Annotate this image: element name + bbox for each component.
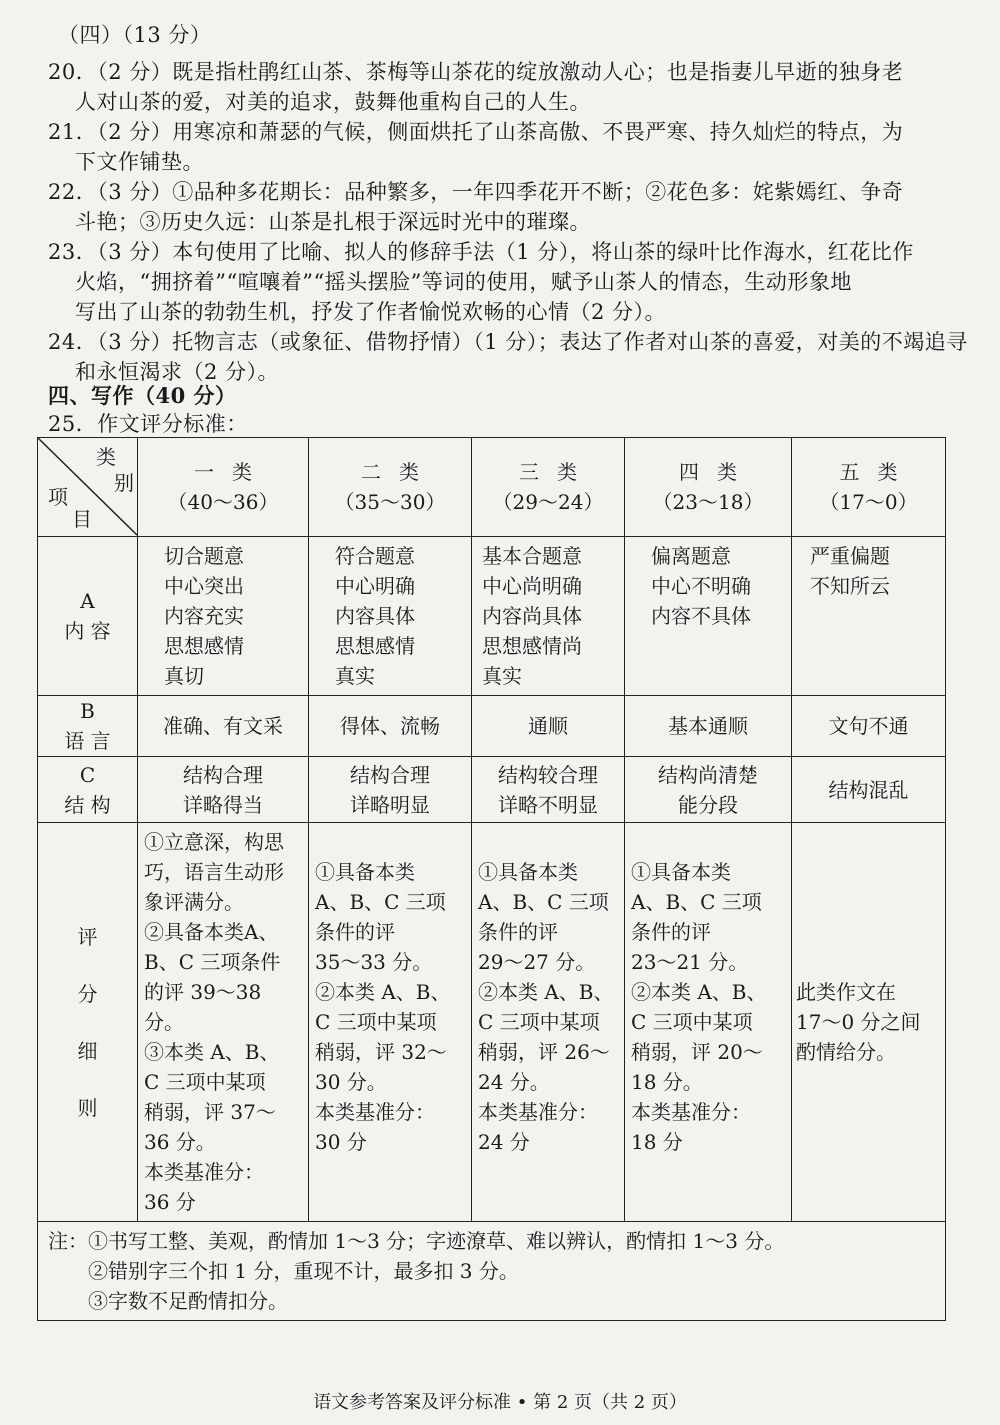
cell-line: B、C 三项条件 (144, 950, 281, 974)
cell-line: 符合题意 (335, 544, 415, 568)
writing-heading: 四、写作（40 分） (48, 383, 237, 408)
details-cell (792, 823, 946, 1222)
details-cell (625, 823, 792, 1222)
answer-20-line-1: 20．（2 分）既是指杜鹃红山茶、茶梅等山茶花的绽放激动人心；也是指妻儿早逝的独身老 (48, 60, 904, 84)
details-label-char: 分 (77, 981, 98, 1006)
cell-line: 稍弱，评 37～ (144, 1100, 276, 1124)
answer-24-line-2: 和永恒渴求（2 分）。 (75, 360, 280, 384)
cell-line: C 三项中某项 (478, 1010, 600, 1034)
language-cell: 得体、流畅 (309, 696, 472, 757)
cell-line: 切合题意 (164, 544, 244, 568)
cell-line: 本类基准分： (315, 1100, 435, 1124)
category-range: （17～0） (819, 490, 918, 514)
cell-line: 30 分。 (315, 1070, 387, 1094)
cell-line: 内容不具体 (651, 604, 751, 628)
cell-line: ①立意深，构思 (144, 830, 284, 854)
row-title: 内 容 (64, 619, 111, 643)
cell-line: 结构混乱 (828, 777, 909, 802)
cell-line: 中心明确 (335, 574, 415, 598)
cell-line: 本类基准分： (478, 1100, 598, 1124)
content-row (38, 537, 946, 696)
content-cell (792, 537, 946, 696)
cell-line: A、B、C 三项 (631, 890, 762, 914)
language-row (38, 696, 946, 757)
answer-21-line-2: 下文作铺垫。 (75, 150, 204, 174)
details-row-label (38, 823, 138, 1222)
cell-line: A、B、C 三项 (315, 890, 446, 914)
cell-line: ②具备本类A、 (144, 920, 279, 944)
content-cell (625, 537, 792, 696)
cell-line: 17～0 分之间 (796, 1010, 921, 1034)
cell-line: 稍弱，评 32～ (315, 1040, 447, 1064)
language-cell: 文句不通 (792, 696, 946, 757)
cell-line: 条件的评 (631, 920, 711, 944)
category-name: 五类 (839, 460, 916, 484)
cell-line: A、B、C 三项 (478, 890, 609, 914)
category-name: 二类 (361, 460, 437, 484)
cell-line: C 三项中某项 (631, 1010, 753, 1034)
answer-23-line-1: 23．（3 分）本句使用了比喻、拟人的修辞手法（1 分），将山茶的绿叶比作海水，红花比作 (48, 240, 914, 264)
cell-line: 结构合理 (183, 762, 263, 787)
cell-line: 36 分。 (144, 1130, 216, 1154)
cell-line: 36 分 (144, 1190, 196, 1214)
cell-line: 条件的评 (315, 920, 395, 944)
cell-line: 中心突出 (164, 574, 244, 598)
cell-line: ②本类 A、B、 (631, 980, 767, 1004)
cell-line: 18 分 (631, 1130, 683, 1154)
corner-item-1: 项 (48, 485, 68, 509)
cell-line: 30 分 (315, 1130, 367, 1154)
category-header (625, 438, 792, 537)
content-cell (309, 537, 472, 696)
details-cell (138, 823, 309, 1222)
category-range: （29～24） (492, 490, 604, 514)
cell-line: 29～27 分。 (478, 950, 596, 974)
scoring-table (37, 437, 946, 1321)
note-1: 注：①书写工整、美观，酌情加 1～3 分；字迹潦草、难以辨认，酌情扣 1～3 分。 (48, 1229, 785, 1253)
content-cell (138, 537, 309, 696)
cell-line: ①具备本类 (315, 860, 415, 884)
cell-line: 35～33 分。 (315, 950, 433, 974)
cell-line: 真切 (164, 664, 204, 688)
category-name: 四类 (679, 460, 755, 484)
cell-line: 思想感情尚 (482, 634, 582, 658)
cell-line: C 三项中某项 (315, 1010, 437, 1034)
category-header (792, 438, 946, 537)
language-row-label (38, 696, 138, 757)
details-row (38, 823, 946, 1222)
row-letter: B (80, 699, 95, 723)
note-3: ③字数不足酌情扣分。 (88, 1289, 288, 1313)
cell-line: 酌情给分。 (796, 1040, 896, 1064)
cell-line: 内容尚具体 (482, 604, 582, 628)
structure-cell (309, 757, 472, 823)
content-cell (472, 537, 625, 696)
details-label-char: 细 (77, 1038, 98, 1063)
cell-line: 严重偏题 (810, 544, 890, 568)
cell-line: 结构较合理 (498, 762, 598, 787)
cell-line: 18 分。 (631, 1070, 703, 1094)
answer-23-line-2: 火焰，“拥挤着”“喧嚷着”“摇头摆脸”等词的使用，赋予山茶人的情态，生动形象地 (75, 270, 852, 294)
cell-line: ①具备本类 (631, 860, 731, 884)
answer-21-line-1: 21．（2 分）用寒凉和萧瑟的气候，侧面烘托了山茶高傲、不畏严寒、持久灿烂的特点，为 (48, 120, 904, 144)
structure-cell (625, 757, 792, 823)
cell-line: 结构合理 (350, 762, 430, 787)
cell-line: 思想感情 (164, 634, 244, 658)
cell-line: 详略得当 (183, 792, 263, 817)
answer-24-line-1: 24．（3 分）托物言志（或象征、借物抒情）（1 分）；表达了作者对山茶的喜爱，对美的不竭追寻 (48, 330, 968, 354)
corner-cell (38, 438, 138, 537)
answer-23-line-3: 写出了山茶的勃勃生机，抒发了作者愉悦欢畅的心情（2 分）。 (75, 300, 667, 324)
structure-row-label (38, 757, 138, 823)
cell-line: 偏离题意 (651, 544, 731, 568)
category-name: 一类 (194, 460, 270, 484)
row-title: 结 构 (64, 792, 111, 817)
cell-line: C 三项中某项 (144, 1070, 266, 1094)
answer-22-line-1: 22．（3 分）①品种多花期长：品种繁多，一年四季花开不断；②花色多：姹紫嫣红、争奇 (48, 180, 904, 204)
page-footer: 语文参考答案及评分标准 • 第 2 页（共 2 页） (313, 1392, 687, 1413)
cell-line: 的评 39～38 分。 (144, 980, 262, 1034)
cell-line: ①具备本类 (478, 860, 578, 884)
cell-line: 此类作文在 (796, 980, 896, 1004)
category-name: 三类 (519, 460, 595, 484)
cell-line: 巧，语言生动形 (144, 860, 284, 884)
details-label-char: 评 (77, 924, 98, 949)
cell-line: 思想感情 (335, 634, 415, 658)
cell-line: 能分段 (678, 792, 738, 817)
language-cell: 基本通顺 (625, 696, 792, 757)
language-cell: 准确、有文采 (138, 696, 309, 757)
cell-line: 稍弱，评 20～ (631, 1040, 763, 1064)
details-cell (309, 823, 472, 1222)
structure-cell (792, 757, 946, 823)
details-label-char: 则 (77, 1095, 98, 1120)
cell-line: ③本类 A、B、 (144, 1040, 280, 1064)
category-header (309, 438, 472, 537)
cell-line: 稍弱，评 26～ (478, 1040, 610, 1064)
cell-line: 内容充实 (164, 604, 244, 628)
cell-line: 条件的评 (478, 920, 558, 944)
content-row-label (38, 537, 138, 696)
corner-category-2: 别 (114, 471, 134, 495)
category-range: （23～18） (652, 490, 764, 514)
answer-20-line-2: 人对山茶的爱，对美的追求，鼓舞他重构自己的人生。 (75, 90, 591, 114)
cell-line: 基本合题意 (482, 544, 582, 568)
language-cell: 通顺 (472, 696, 625, 757)
cell-line: 本类基准分： (631, 1100, 751, 1124)
cell-line: 详略不明显 (498, 792, 598, 817)
cell-line: 详略明显 (350, 792, 430, 817)
cell-line: 24 分。 (478, 1070, 550, 1094)
corner-item-2: 目 (72, 507, 92, 531)
note-2: ②错别字三个扣 1 分，重现不计，最多扣 3 分。 (88, 1259, 519, 1283)
cell-line: 真实 (335, 664, 375, 688)
cell-line: 真实 (482, 664, 522, 688)
row-letter: C (79, 762, 96, 787)
cell-line: 内容具体 (335, 604, 415, 628)
structure-cell (138, 757, 309, 823)
notes-row (38, 1222, 946, 1321)
cell-line: 不知所云 (810, 574, 890, 598)
section-heading: （四）（13 分） (58, 23, 212, 47)
table-header-row (38, 438, 946, 537)
structure-row (38, 757, 946, 823)
row-letter: A (80, 589, 95, 613)
structure-cell (472, 757, 625, 823)
details-cell (472, 823, 625, 1222)
category-range: （40～36） (167, 490, 279, 514)
cell-line: 中心尚明确 (482, 574, 582, 598)
cell-line: 24 分 (478, 1130, 530, 1154)
cell-line: 象评满分。 (144, 890, 244, 914)
cell-line: ②本类 A、B、 (315, 980, 451, 1004)
cell-line: 中心不明确 (651, 574, 751, 598)
category-range: （35～30） (334, 490, 446, 514)
category-header (472, 438, 625, 537)
cell-line: 结构尚清楚 (658, 762, 758, 787)
category-header (138, 438, 309, 537)
answer-22-line-2: 斗艳；③历史久远：山茶是扎根于深远时光中的璀璨。 (75, 210, 591, 234)
row-title: 语 言 (64, 729, 111, 753)
scoring-standard-title: 25．作文评分标准： (48, 412, 248, 436)
cell-line: ②本类 A、B、 (478, 980, 614, 1004)
cell-line: 23～21 分。 (631, 950, 749, 974)
notes-cell (38, 1222, 946, 1321)
cell-line: 本类基准分： (144, 1160, 264, 1184)
corner-category-1: 类 (96, 445, 116, 469)
